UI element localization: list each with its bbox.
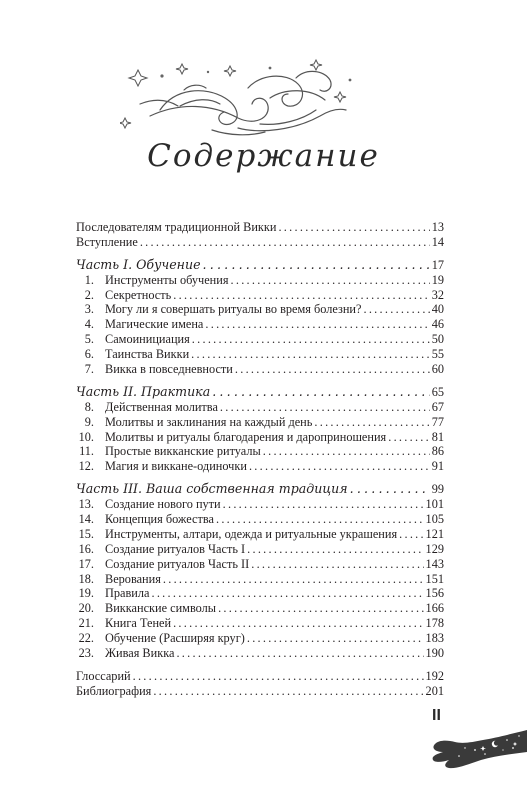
chapter-page: 60 [431, 362, 444, 377]
chapter-page: 86 [431, 444, 444, 459]
chapter-page: 166 [425, 601, 444, 616]
chapter-title: Таинства Викки [105, 347, 190, 362]
toc-chapter[interactable] [76, 527, 444, 542]
toc-entry[interactable] [76, 220, 444, 235]
toc-chapter[interactable] [76, 601, 444, 616]
chapter-page: 129 [425, 541, 444, 556]
leader-dots [363, 302, 429, 317]
chapter-number: 20. [78, 601, 94, 616]
leader-dots [314, 415, 429, 430]
chapter-title: Магические имена [105, 317, 204, 332]
chapter-title: Викканские символы [105, 601, 217, 616]
leader-dots [203, 258, 430, 273]
leader-dots [140, 235, 430, 250]
leader-dots [247, 542, 423, 557]
toc-chapter[interactable] [76, 542, 444, 557]
leader-dots [192, 332, 430, 347]
page-number: II [432, 707, 441, 724]
toc-chapter[interactable] [76, 512, 444, 527]
leader-dots [247, 631, 424, 646]
chapter-number: 22. [78, 631, 94, 646]
table-of-contents [76, 220, 444, 699]
chapter-number: 21. [78, 616, 94, 631]
chapter-number: 6. [84, 347, 94, 362]
toc-chapter[interactable] [76, 557, 444, 572]
chapter-page: 156 [425, 586, 444, 601]
toc-part-page: 99 [431, 482, 444, 497]
chapter-title: Создание ритуалов Часть II [105, 556, 250, 571]
toc-chapter[interactable] [76, 430, 444, 445]
toc-chapter[interactable] [76, 400, 444, 415]
toc-chapter[interactable] [76, 332, 444, 347]
chapter-title: Магия и виккане-одиночки [105, 459, 247, 474]
page-title: Содержание [147, 138, 380, 174]
chapter-title: Верования [105, 571, 161, 586]
chapter-number: 3. [84, 302, 94, 317]
chapter-number: 19. [78, 586, 94, 601]
chapter-page: 77 [431, 414, 444, 429]
chapter-page: 50 [431, 332, 444, 347]
chapter-number: 2. [84, 287, 94, 302]
toc-entry-title: Вступление [76, 234, 138, 249]
chapter-number: 10. [78, 429, 94, 444]
toc-chapter[interactable] [76, 616, 444, 631]
toc-chapter[interactable] [76, 347, 444, 362]
toc-chapter[interactable] [76, 273, 444, 288]
leader-dots [278, 220, 429, 235]
leader-dots [163, 572, 424, 587]
toc-chapter[interactable] [76, 288, 444, 303]
chapter-title: Концепция божества [105, 512, 214, 527]
toc-part-heading[interactable] [76, 385, 444, 400]
chapter-page: 46 [431, 317, 444, 332]
chapter-title: Книга Теней [105, 616, 172, 631]
chapter-number: 13. [78, 497, 94, 512]
chapter-number: 18. [78, 571, 94, 586]
chapter-number: 11. [79, 444, 94, 459]
chapter-number: 1. [84, 272, 94, 287]
leader-dots [176, 646, 423, 661]
chapter-page: 101 [425, 497, 444, 512]
toc-entry-title: Последователям традиционной Викки [76, 220, 277, 234]
chapter-number: 4. [84, 317, 94, 332]
chapter-title: Действенная молитва [105, 399, 218, 414]
chapter-title: Создание ритуалов Часть I [105, 541, 246, 556]
leader-dots [205, 317, 429, 332]
chapter-title: Молитвы и заклинания на каждый день [105, 414, 313, 429]
toc-chapter[interactable] [76, 444, 444, 459]
chapter-number: 23. [78, 646, 94, 661]
toc-chapter[interactable] [76, 572, 444, 587]
leader-dots [173, 616, 423, 631]
leader-dots [263, 444, 430, 459]
chapter-title: Инструменты, алтари, одежда и ритуальные украшения [105, 526, 398, 541]
toc-entry-title: Глоссарий [76, 668, 131, 683]
toc-part-title: Часть I. Обучение [76, 256, 201, 272]
toc-entry[interactable] [76, 235, 444, 250]
chapter-title: Молитвы и ритуалы благодарения и дароприношения [105, 429, 387, 444]
toc-part-title: Часть III. Ваша собственная традиция [76, 481, 348, 497]
chapter-page: 19 [431, 272, 444, 287]
chapter-page: 105 [425, 512, 444, 527]
chapter-title: Живая Викка [105, 646, 175, 661]
toc-entry-page: 201 [425, 683, 444, 698]
chapter-page: 151 [425, 571, 444, 586]
chapter-title: Секретность [105, 287, 172, 302]
leader-dots [218, 601, 423, 616]
swirl-stars-ornament-icon [120, 58, 355, 140]
toc-entry[interactable] [76, 684, 444, 699]
chapter-title: Создание нового пути [105, 497, 221, 512]
toc-entry-page: 14 [431, 234, 444, 249]
chapter-title: Правила [105, 586, 150, 601]
toc-entry[interactable] [76, 669, 444, 684]
toc-entry-title: Библиография [76, 683, 152, 698]
toc-part-heading[interactable] [76, 258, 444, 273]
leader-dots [399, 527, 423, 542]
chapter-page: 81 [431, 429, 444, 444]
chapter-page: 55 [431, 347, 444, 362]
chapter-page: 91 [431, 459, 444, 474]
chapter-number: 5. [84, 332, 94, 347]
chapter-title: Могу ли я совершать ритуалы во время болезни? [105, 302, 362, 317]
leader-dots [133, 669, 424, 684]
leader-dots [151, 586, 423, 601]
toc-chapter[interactable] [76, 646, 444, 661]
chapter-number: 9. [84, 414, 94, 429]
toc-entry-page: 192 [425, 668, 444, 683]
chapter-title: Простые викканские ритуалы [105, 444, 261, 459]
chapter-number: 7. [84, 362, 94, 377]
toc-part-title: Часть II. Практика [76, 383, 211, 399]
toc-chapter[interactable] [76, 631, 444, 646]
chapter-number: 8. [84, 399, 94, 414]
toc-chapter[interactable] [76, 586, 444, 601]
toc-chapter[interactable] [76, 317, 444, 332]
leader-dots [173, 288, 429, 303]
leader-dots [388, 430, 429, 445]
toc-chapter[interactable] [76, 362, 444, 377]
toc-entry-page: 13 [431, 220, 444, 234]
chapter-page: 143 [425, 556, 444, 571]
chapter-page: 67 [431, 399, 444, 414]
chapter-page: 40 [431, 302, 444, 317]
leader-dots [350, 482, 430, 497]
chapter-number: 14. [78, 512, 94, 527]
leader-dots [191, 347, 430, 362]
chapter-page: 178 [425, 616, 444, 631]
chapter-number: 12. [78, 459, 94, 474]
toc-chapter[interactable] [76, 415, 444, 430]
leader-dots [153, 684, 423, 699]
toc-chapter[interactable] [76, 459, 444, 474]
chapter-page: 121 [425, 526, 444, 541]
toc-part-page: 65 [431, 384, 444, 399]
leader-dots [249, 459, 430, 474]
chapter-title: Инструменты обучения [105, 272, 229, 287]
chapter-title: Обучение (Расширяя круг) [105, 631, 245, 646]
leader-dots [231, 273, 430, 288]
chapter-title: Викка в повседневности [105, 362, 233, 377]
toc-chapter[interactable] [76, 497, 444, 512]
toc-part-heading[interactable] [76, 482, 444, 497]
leader-dots [212, 385, 429, 400]
chapter-number: 16. [78, 541, 94, 556]
leader-dots [235, 362, 430, 377]
leader-dots [220, 400, 430, 415]
leader-dots [216, 512, 424, 527]
chapter-page: 183 [425, 631, 444, 646]
chapter-title: Самоинициация [105, 332, 190, 347]
toc-part-page: 17 [431, 257, 444, 272]
starry-hand-icon [425, 726, 527, 770]
leader-dots [251, 557, 423, 572]
chapter-number: 15. [78, 526, 94, 541]
chapter-number: 17. [78, 556, 94, 571]
chapter-page: 190 [425, 646, 444, 661]
chapter-page: 32 [431, 287, 444, 302]
leader-dots [223, 497, 424, 512]
toc-chapter[interactable] [76, 302, 444, 317]
